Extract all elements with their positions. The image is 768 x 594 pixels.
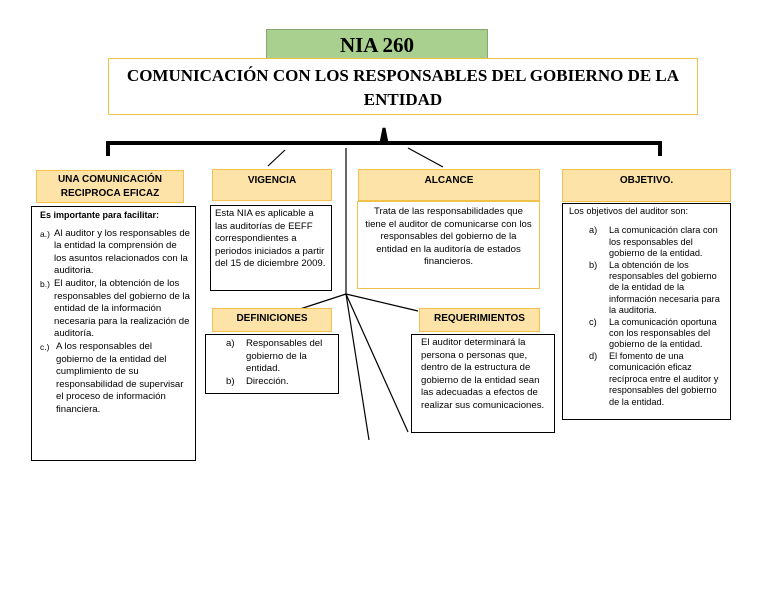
list-item: a) Responsables del gobierno de la entidad.	[226, 338, 323, 375]
requerimientos-header: REQUERIMIENTOS	[419, 308, 540, 332]
list-item: b.) El auditor, la obtención de los responsables del gobierno de la entidad de la información necesaria para la realización de auditoría.	[40, 277, 191, 340]
alcance-box: Trata de las responsabilidades que tiene el auditor de comunicarse con los responsables del gobierno de la entidad en la auditoría de estados financieros.	[357, 201, 540, 289]
objetivo-box	[562, 203, 731, 420]
list-item: a.) Al auditor y los responsables de la entidad la comprensión de los asuntos relacionados con la auditoria.	[40, 227, 190, 277]
line-down-2	[346, 294, 408, 432]
objetivo-header: OBJETIVO.	[562, 169, 731, 202]
line-requerimientos	[346, 294, 418, 311]
definiciones-box	[205, 334, 339, 394]
list-item: b) La obtención de los responsables del gobierno de la entidad de la información necesaria para la auditoria.	[589, 259, 720, 316]
line-alcance	[408, 148, 443, 167]
list-item: c.) A los responsables del gobierno de la entidad del cumplimiento de su responsabilidad de supervisar el proceso de información financiera.	[40, 340, 184, 415]
list-item: c) La comunicación oportuna con los responsables del gobierno de la entidad.	[589, 316, 717, 350]
line-down-1	[346, 294, 369, 440]
page-title: NIA 260	[266, 29, 488, 60]
list-item: b) Dirección.	[226, 375, 289, 387]
comunicacion-box	[31, 206, 196, 461]
vigencia-box: Esta NIA es aplicable a las auditorías de EEFF correspondientes a periodos iniciados a partir del 15 de diciembre 2009.	[210, 205, 332, 291]
main-brace	[108, 143, 660, 156]
comunicacion-header: UNA COMUNICACIÓN RECIPROCA EFICAZ	[36, 170, 184, 203]
comunicacion-intro: Es importante para facilitar:	[40, 210, 160, 220]
vigencia-header: VIGENCIA	[212, 169, 332, 201]
list-item: a) La comunicación clara con los responsables del gobierno de la entidad.	[589, 225, 718, 259]
page-subtitle: COMUNICACIÓN CON LOS RESPONSABLES DEL GOBIERNO DE LA ENTIDAD	[108, 58, 698, 115]
list-item: d) El fomento de una comunicación eficaz recíproca entre el auditor y responsables del gobierno de la entidad.	[589, 350, 719, 407]
requerimientos-box: El auditor determinará la persona o personas que, dentro de la estructura de gobierno de la entidad sean las adecuadas a efectos de realizar sus comunicaciones.	[411, 334, 555, 433]
objetivo-intro: Los objetivos del auditor son:	[569, 206, 689, 216]
line-vigencia	[268, 150, 285, 166]
alcance-header: ALCANCE	[358, 169, 540, 201]
definiciones-header: DEFINICIONES	[212, 308, 332, 332]
brace-tip	[381, 128, 387, 143]
